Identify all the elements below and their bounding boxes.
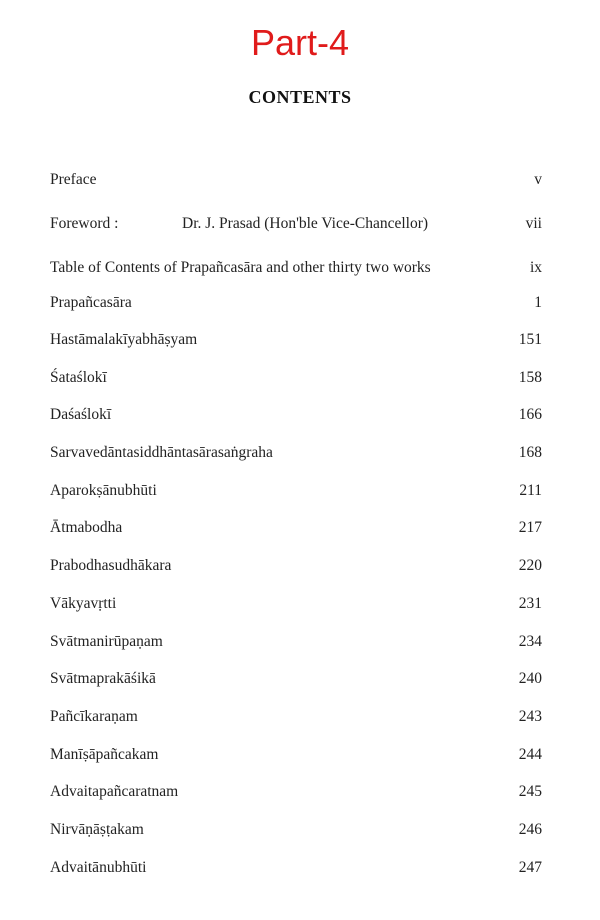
- toc-entry-title: Foreword :: [50, 215, 119, 232]
- contents-heading: CONTENTS: [248, 87, 352, 107]
- toc-entry-title: Advaitapañcaratnam: [50, 783, 179, 800]
- toc-entry: [50, 367, 542, 389]
- toc-entry-page-number: 217: [518, 519, 542, 536]
- toc-entry-page-number: 234: [518, 633, 542, 650]
- toc-entry-page-number: 231: [518, 595, 542, 612]
- toc-entry: [50, 819, 542, 841]
- toc-entry: [50, 631, 542, 653]
- toc-entry-title: Hastāmalakīyabhāṣyam: [50, 331, 198, 348]
- toc-entry-author: Dr. J. Prasad (Hon'ble Vice-Chancellor): [182, 215, 429, 232]
- toc-entry: [50, 404, 542, 426]
- toc-entry-title: Sarvavedāntasiddhāntasārasaṅgraha: [50, 444, 273, 461]
- toc-entry: [50, 668, 542, 690]
- toc-entry-title: Pañcīkaraṇam: [50, 708, 138, 725]
- toc-entry-page-number: 1: [534, 294, 542, 311]
- toc-entry-page-number: 166: [518, 406, 542, 423]
- toc-entry: [50, 744, 542, 766]
- toc-entry: [50, 292, 542, 314]
- toc-entry-title: Prapañcasāra: [50, 294, 132, 311]
- part-title: Part-4: [250, 22, 350, 63]
- toc-entry: [50, 257, 542, 279]
- toc-entry: [50, 442, 542, 464]
- toc-entry-title: Śataślokī: [50, 369, 107, 386]
- toc-entry-title: Ātmabodha: [50, 519, 123, 536]
- toc-entry-page-number: 243: [518, 708, 542, 725]
- toc-entry: [50, 213, 542, 235]
- toc-entry-title: Manīṣāpañcakam: [50, 746, 159, 763]
- toc-entry: [50, 329, 542, 351]
- toc-entry: [50, 706, 542, 728]
- toc-entry: [50, 593, 542, 615]
- toc-entry-title: Preface: [50, 171, 97, 188]
- toc-entry-title: Vākyavṛtti: [50, 595, 117, 612]
- toc-entry: [50, 517, 542, 539]
- toc-entry: [50, 555, 542, 577]
- toc-entry-page-number: vii: [525, 215, 542, 232]
- toc-entry-page-number: 158: [518, 369, 542, 386]
- toc-entry: [50, 480, 542, 502]
- toc-entry-title: Svātmanirūpaṇam: [50, 633, 163, 650]
- toc-entry: [50, 857, 542, 879]
- toc-entry-page-number: 247: [518, 859, 542, 876]
- toc-entry: [50, 169, 542, 191]
- toc-entry-title: Advaitānubhūti: [50, 859, 147, 876]
- toc-entry-page-number: v: [534, 171, 542, 188]
- toc-entry-page-number: 151: [518, 331, 542, 348]
- toc-entry-page-number: 220: [518, 557, 542, 574]
- toc-entry-title: Nirvāṇāṣṭakam: [50, 821, 144, 838]
- toc-entry-title: Prabodhasudhākara: [50, 557, 172, 574]
- toc-entry-title: Table of Contents of Prapañcasāra and other thirty two works: [50, 259, 431, 276]
- toc-entry-page-number: 240: [518, 670, 542, 687]
- toc-entry-page-number: 211: [519, 482, 542, 499]
- toc-entry-page-number: 245: [518, 783, 542, 800]
- toc-entry-title: Svātmaprakāśikā: [50, 670, 156, 687]
- toc-entry-page-number: 244: [518, 746, 542, 763]
- toc-entry-title: Daśaślokī: [50, 406, 112, 423]
- toc-entry-title: Aparokṣānubhūti: [50, 482, 157, 499]
- toc-entry-page-number: ix: [529, 259, 542, 276]
- toc-entry-page-number: 246: [518, 821, 542, 838]
- toc-entry: [50, 781, 542, 803]
- toc-entry-page-number: 168: [518, 444, 542, 461]
